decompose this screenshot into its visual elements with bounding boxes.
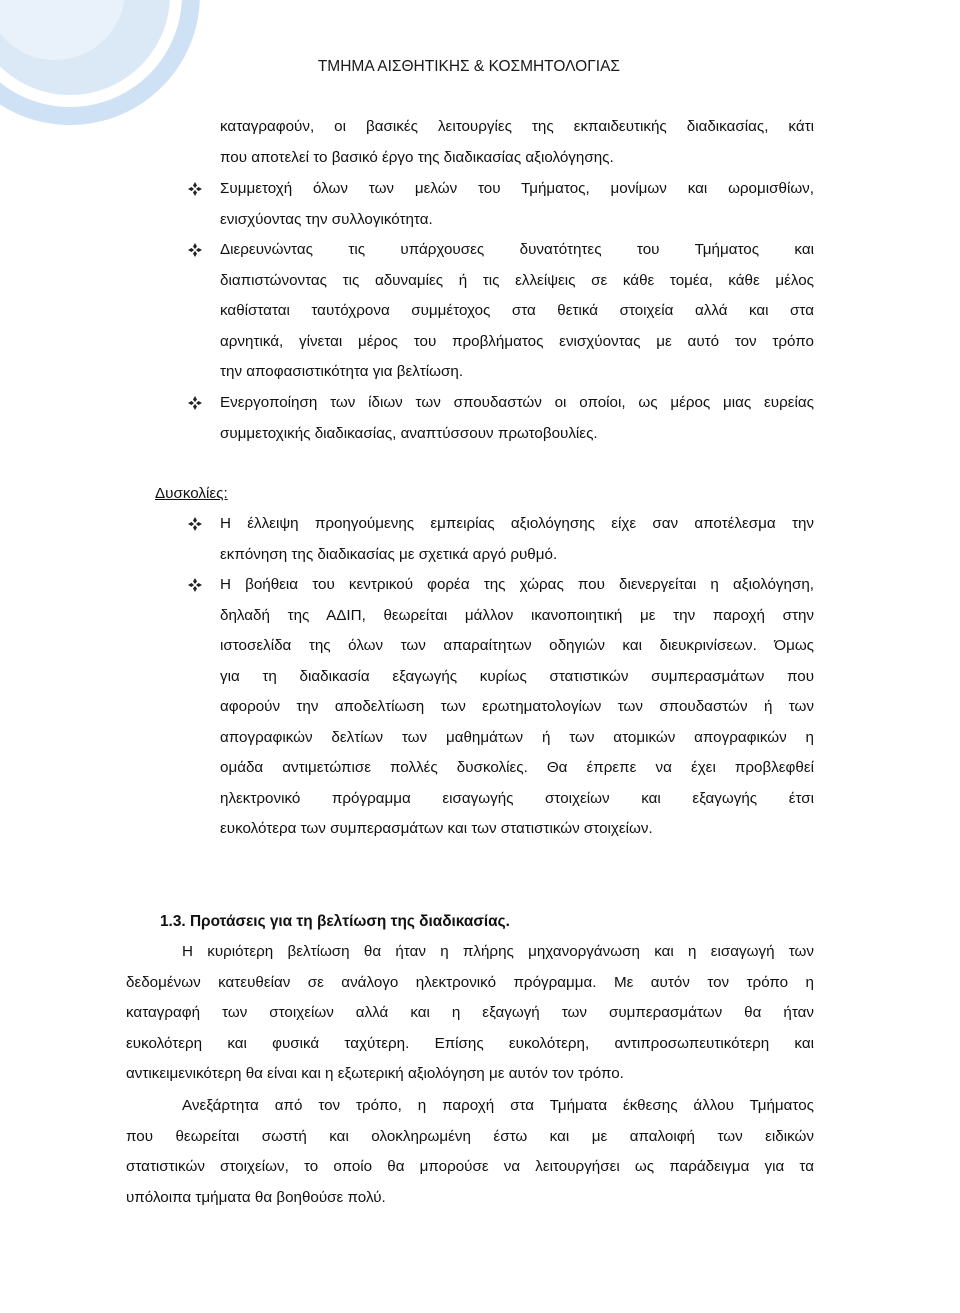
diamond-bullet-icon xyxy=(188,235,202,265)
text-line: που θεωρείται σωστή και ολοκληρωμένη έστω και με απαλοιφή των ειδικών xyxy=(126,1127,814,1145)
text-line: Ενεργοποίηση των ίδιων των σπουδαστών οι οποίοι, ως μέρος μιας ευρείας xyxy=(220,394,814,411)
text-line: ομάδα αντιμετώπισε πολλές δυσκολίες. Θα έπρεπε να έχει προβλεφθεί xyxy=(220,759,814,776)
section-heading: 1.3. Προτάσεις για τη βελτίωση της διαδικασίας. xyxy=(160,913,510,930)
text-line: δεδομένων κατευθείαν σε ανάλογο ηλεκτρονικό πρόγραμμα. Με αυτόν τον τρόπο η xyxy=(126,973,814,991)
text-line: δηλαδή της ΑΔΙΠ, θεωρείται μάλλον ικανοποιητική με την παροχή στην xyxy=(220,606,814,624)
text-line: αντικειμενικότερη θα είναι και η εξωτερική αξιολόγηση με αυτόν τον τρόπο. xyxy=(126,1065,624,1082)
list-item xyxy=(220,570,814,845)
text-line: Διερευνώντας τις υπάρχουσες δυνατότητες του Τμήματος και xyxy=(220,241,814,258)
diamond-bullet-icon xyxy=(188,388,202,418)
text-line: στατιστικών στοιχείων, το οποίο θα μπορούσε να λειτουργήσει ως παράδειγμα για τα xyxy=(126,1158,814,1175)
text-line: καταγραφούν, οι βασικές λειτουργίες της εκπαιδευτικής διαδικασίας, κάτι xyxy=(220,118,814,135)
text-line: καταγραφή των στοιχείων αλλά και η εξαγωγή των συμπερασμάτων θα ήταν xyxy=(126,1004,814,1021)
diamond-bullet-icon xyxy=(188,570,202,600)
paragraph xyxy=(126,937,814,1090)
text-line: Η βοήθεια του κεντρικού φορέα της χώρας που διενεργείται η αξιολόγηση, xyxy=(220,576,814,593)
text-line: απογραφικών δελτίων των μαθημάτων ή των ατομικών απογραφικών η xyxy=(220,728,814,746)
header-title: ΤΜΗΜΑ ΑΙΣΘΗΤΙΚΗΣ & ΚΟΣΜΗΤΟΛΟΓΙΑΣ xyxy=(317,58,620,75)
list-item xyxy=(220,235,814,388)
text-line: αφορούν την αποδελτίωση των ερωτηματολογίων των σπουδαστών ή των xyxy=(220,698,814,715)
text-line: συμμετοχικής διαδικασίας, αναπτύσσουν πρωτοβουλίες. xyxy=(220,424,598,442)
text-line: ηλεκτρονικό πρόγραμμα εισαγωγής στοιχείων και εξαγωγής έτσι xyxy=(220,789,814,807)
text-line: ευκολότερη και φυσικά ταχύτερη. Επίσης ευκολότερη, αντιπροσωπευτικότερη και xyxy=(126,1034,814,1052)
list-item xyxy=(220,174,814,235)
continued-list-item xyxy=(220,112,814,173)
text-line: ευκολότερα των συμπερασμάτων και των στατιστικών στοιχείων. xyxy=(220,820,653,837)
difficulties-label: Δυσκολίες: xyxy=(155,485,228,502)
header-decoration xyxy=(0,0,200,140)
list-item xyxy=(220,388,814,449)
text-line: ενισχύοντας την συλλογικότητα. xyxy=(220,210,433,228)
text-line: Η έλλειψη προηγούμενης εμπειρίας αξιολόγησης είχε σαν αποτέλεσμα την xyxy=(220,515,814,532)
text-line: αρνητικά, γίνεται μέρος του προβλήματος ενισχύοντας με αυτό τον τρόπο xyxy=(220,332,814,350)
text-line: Η κυριότερη βελτίωση θα ήταν η πλήρης μηχανοργάνωση και η εισαγωγή των xyxy=(182,943,814,960)
text-line: για τη διαδικασία εξαγωγής κυρίως στατιστικών συμπερασμάτων που xyxy=(220,667,814,685)
paragraph xyxy=(126,1091,814,1213)
text-line: ιστοσελίδα της όλων των απαραίτητων οδηγιών και διευκρινίσεων. Όμως xyxy=(220,637,814,654)
text-line: Ανεξάρτητα από τον τρόπο, η παροχή στα Τμήματα έκθεσης άλλου Τμήματος xyxy=(182,1097,814,1114)
diamond-bullet-icon xyxy=(188,174,202,204)
text-line: εκπόνηση της διαδικασίας με σχετικά αργό ρυθμό. xyxy=(220,545,558,563)
text-line: υπόλοιπα τμήματα θα βοηθούσε πολύ. xyxy=(126,1188,386,1206)
text-line: που αποτελεί το βασικό έργο της διαδικασίας αξιολόγησης. xyxy=(220,148,614,166)
text-line: διαπιστώνοντας τις αδυναμίες ή τις ελλείψεις σε κάθε τομέα, κάθε μέλος xyxy=(220,271,814,289)
list-item xyxy=(220,509,814,570)
diamond-bullet-icon xyxy=(188,509,202,539)
text-line: Συμμετοχή όλων των μελών του Τμήματος, μονίμων και ωρομισθίων, xyxy=(220,180,814,197)
text-line: καθίσταται ταυτόχρονα συμμέτοχος στα θετικά στοιχεία αλλά και στα xyxy=(220,302,814,319)
text-line: την αποφασιστικότητα για βελτίωση. xyxy=(220,363,464,380)
